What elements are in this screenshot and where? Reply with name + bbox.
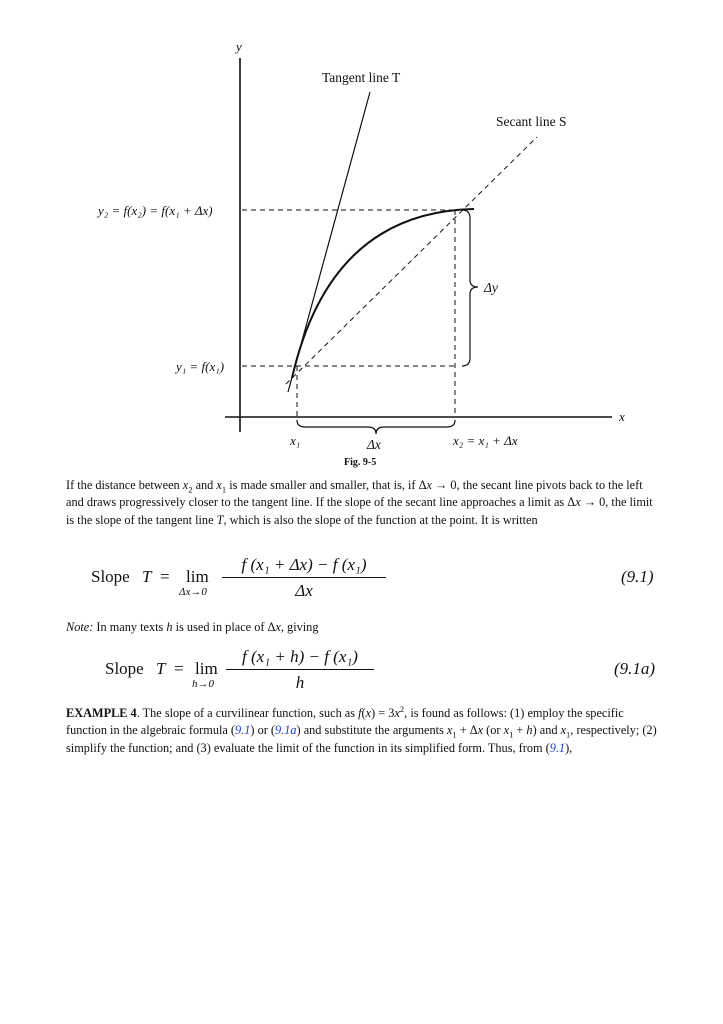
x-axis-label: x [619, 409, 625, 424]
note-paragraph: Note: In many texts h is used in place of Δx, giving [66, 620, 319, 634]
tangent-line [288, 92, 370, 392]
eq1-fraction-bar [222, 577, 386, 578]
x1-label: x₁ [290, 433, 301, 448]
eq1-lhs: Slope [91, 567, 130, 586]
ref-eq-9-1[interactable]: 9.1 [235, 723, 251, 738]
example-4-paragraph: EXAMPLE 4. The slope of a curvilinear function, such as $f(x) = 3x^2$, is found as follows: (1) employ the specific function in the algebraic formula (9.1) or (9.1a) and substitute the arguments $x_1 + \Delta x$ (or $x_1 + h$) and $x_1$, respectively; (2) simplify the function; and (3) evaluate the limit of the function in its simplified form. Thus, from (9.1), [66, 703, 657, 755]
tangent-label: Tangent line T [322, 70, 401, 85]
eq2-equals: = [174, 659, 184, 678]
function-curve [292, 209, 474, 378]
y1-label: y₁ = f(x₁) [176, 359, 225, 374]
paragraph-secant-limit: If the distance between $x_2$ and $x_1$ is made smaller and smaller, that is, if Δx → 0, the secant line pivots back to the left and draws progressively closer to the tangent line. If the slope of the secant line approaches a limit as Δx → 0, the limit is the slope of the tangent line T, which is also the slope of the function at the point. It is written [66, 478, 653, 527]
example-label: EXAMPLE 4 [66, 706, 137, 720]
eq2-numerator: f (x₁ + h) − f (x₁) [242, 647, 358, 666]
delta-x-label: Δx [367, 437, 381, 452]
y2-label: y₂ = f(x₂) = f(x₁ + Δx) [98, 203, 213, 218]
eq2-fraction-bar [226, 669, 374, 670]
equation-9-1 [0, 553, 723, 613]
eq2-lim-sub: h→0 [192, 678, 214, 690]
secant-label: Secant line S [496, 114, 567, 129]
figure-caption: Fig. 9-5 [344, 457, 377, 468]
eq1-numerator: f (x₁ + Δx) − f (x₁) [241, 555, 367, 574]
x2-label: x₂ = x₁ + Δx [453, 433, 518, 448]
delta-y-label: Δy [484, 280, 498, 295]
eq1-denominator: Δx [295, 581, 313, 600]
equation-9-1a [0, 645, 723, 705]
ref-eq-9-1a[interactable]: 9.1a [275, 723, 297, 738]
eq2-lhs: Slope [105, 659, 144, 678]
eq2-lim: lim [195, 659, 218, 678]
eq1-equals: = [160, 567, 170, 586]
delta-x-brace [297, 420, 455, 434]
eq2-denominator: h [295, 673, 305, 692]
y-axis-label: y [236, 39, 242, 54]
eq2-T: T [156, 659, 166, 678]
eq1-lim-sub: Δx→0 [179, 586, 207, 598]
eq1-T: T [142, 567, 152, 586]
figure-9-5 [0, 0, 723, 470]
eq2-number: (9.1a) [614, 659, 656, 678]
eq1-lim: lim [186, 567, 209, 586]
eq1-number: (9.1) [621, 567, 654, 586]
ref-eq-9-1-second[interactable]: 9.1 [549, 740, 566, 755]
delta-y-brace [462, 210, 478, 366]
